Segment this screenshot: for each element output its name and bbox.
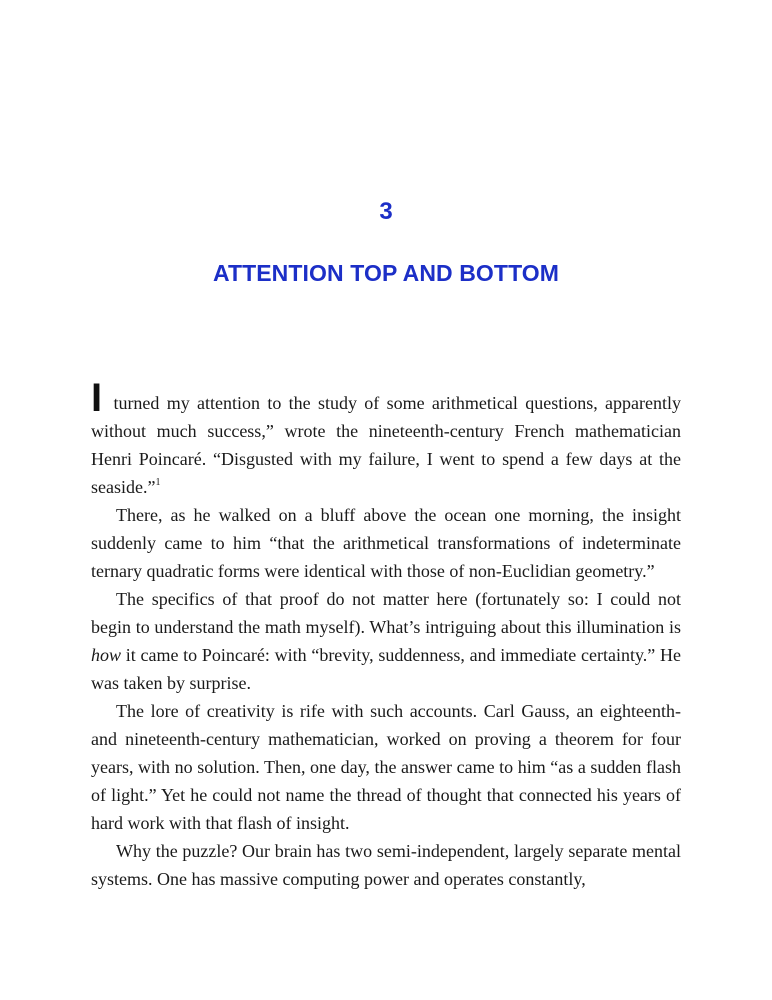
paragraph-5: Why the puzzle? Our brain has two semi-independent, largely separate mental systems. One has massive computing power and operates constantly, — [91, 841, 681, 889]
chapter-number: 3 — [379, 198, 393, 225]
paragraph-3-emphasis: how — [91, 645, 122, 665]
paragraph-1 — [91, 376, 681, 501]
paragraph-3 — [91, 585, 681, 697]
footnote-reference[interactable]: 1 — [155, 477, 161, 488]
paragraph-4: The lore of creativity is rife with such accounts. Carl Gauss, an eighteenth- and nineteenth-century mathematician, worked on proving a theorem for four years, with no solution. Then, one day, the answer came to him “as a sudden flash of light.” Yet he could not name the thread of thought that connected his years of hard work with that flash of insight. — [91, 701, 681, 833]
drop-cap: I — [91, 376, 103, 420]
paragraph-1-text: turned my attention to the study of some arithmetical questions, apparently without much success,” wrote the nineteenth-century French mathematician Henri Poincaré. “Disgusted with my failure, I went to spend a few days at the seaside.” — [91, 393, 681, 497]
chapter-title: ATTENTION TOP AND BOTTOM — [212, 260, 560, 286]
chapter-body — [91, 376, 681, 893]
paragraph-2: There, as he walked on a bluff above the ocean one morning, the insight suddenly came to him “that the arithmetical transformations of indeterminate ternary quadratic forms were identical with those of non-Euclidian geometry.” — [91, 505, 681, 581]
paragraph-3-text-before: The specifics of that proof do not matter here (fortunately so: I could not begin to understand the math myself). What’s intriguing about this illumination is — [91, 589, 681, 637]
paragraph-3-text-after: it came to Poincaré: with “brevity, suddenness, and immediate certainty.” He was taken by surprise. — [91, 645, 681, 693]
